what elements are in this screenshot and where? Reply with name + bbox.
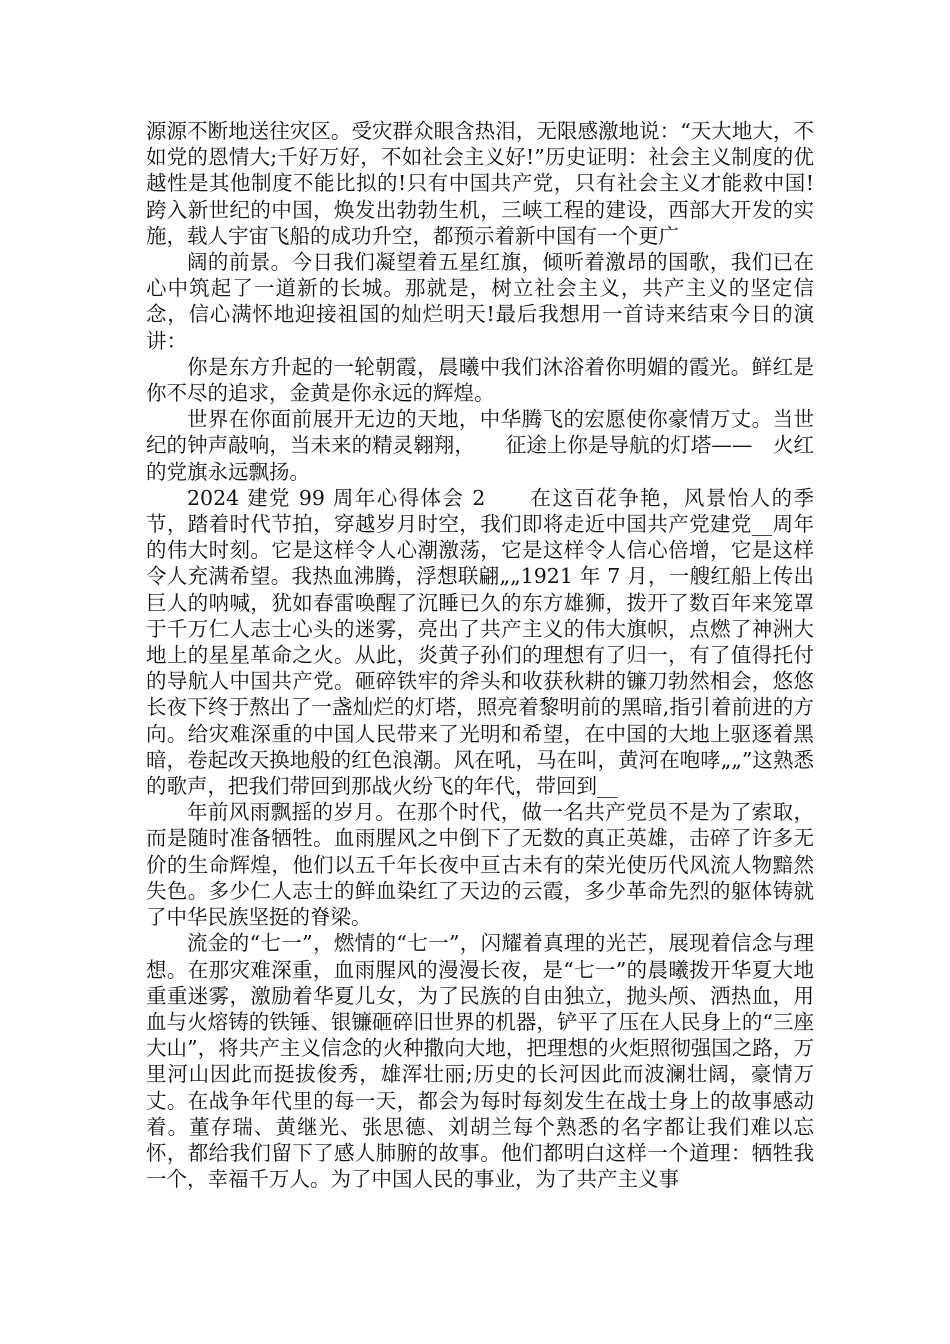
paragraph-1: 源源不断地送往灾区。受灾群众眼含热泪，无限感激地说：“天大地大，不如党的恩情大;千好万好，不如社会主义好!”历史证明：社会主义制度的优越性是其他制度不能比拟的!只有中国共产党，只有社会主义才能救中国! 跨入新世纪的中国，焕发出勃勃生机，三峡工程的建设，西部大开发的实施，载人宇宙飞船的成功升空，都预示着新中国有一个更广 bbox=[146, 119, 855, 248]
paragraph-4: 世界在你面前展开无边的天地，中华腾飞的宏愿使你豪情万丈。当世纪的钟声敲响，当未来的精灵翱翔， 征途上你是导航的灯塔—— 火红的党旗永远飘扬。 bbox=[146, 407, 814, 484]
paragraph-5: 2024 建党 99 周年心得体会 2 在这百花争艳，风景怡人的季节，踏着时代节拍，穿越岁月时空，我们即将走近中国共产党建党__周年的伟大时刻。它是这样令人心潮激荡，它是这样令人信心倍增，它是这样令人充满希望。我热血沸腾，浮想联翩„„1921 年 7 月，一艘红船上传出巨人的呐喊，犹如春雷唤醒了沉睡已久的东方雄狮，拨开了数百年来笼罩于千万仁人志士心头的迷雾，亮出了共产主义的伟大旗帜，点燃了神洲大地上的星星革命之火。从此，炎黄子孙们的理想有了归一，有了值得托付的导航人中国共产党。砸碎铁牢的斧头和收获秋耕的镰刀勃然相会，悠悠长夜下终于熬出了一盏灿烂的灯塔，照亮着黎明前的黑暗,指引着前进的方向。给灾难深重的中国人民带来了光明和希望，在中国的大地上驱逐着黑暗，卷起改天换地般的红色浪潮。风在吼，马在叫，黄河在咆哮„„”这熟悉的歌声，把我们带回到那战火纷飞的年代，带回到__ bbox=[146, 485, 814, 799]
document-page bbox=[146, 118, 855, 1192]
paragraph-2: 阔的前景。今日我们凝望着五星红旗，倾听着激昂的国歌，我们已在心中筑起了一道新的长城。那就是，树立社会主义，共产主义的坚定信念，信心满怀地迎接祖国的灿烂明天!最后我想用一首诗来结束今日的演讲： bbox=[146, 250, 814, 353]
paragraph-7: 流金的“七一”，燃情的“七一”，闪耀着真理的光芒，展现着信念与理想。在那灾难深重，血雨腥风的漫漫长夜，是“七一”的晨曦拨开华夏大地重重迷雾，激励着华夏儿女，为了民族的自由独立，抛头颅、洒热血，用血与火熔铸的铁锤、银镰砸碎旧世界的机器，铲平了压在人民身上的“三座大山”，将共产主义信念的火种撒向大地，把理想的火炬照彻强国之路，万里河山因此而挺拔俊秀，雄浑壮丽;历史的长河因此而波澜壮阔，豪情万丈。在战争年代里的每一天，都会为每时每刻发生在战士身上的故事感动着。董存瑞、黄继光、张思德、刘胡兰每个熟悉的名字都让我们难以忘怀，都给我们留下了感人肺腑的故事。他们都明白这样一个道理：牺牲我一个，幸福千万人。为了中国人民的事业，为了共产主义事 bbox=[146, 931, 814, 1192]
paragraph-6: 年前风雨飘摇的岁月。在那个时代，做一名共产党员不是为了索取，而是随时准备牺牲。血雨腥风之中倒下了无数的真正英雄，击碎了许多无价的生命辉煌，他们以五千年长夜中亘古未有的荣光使历代风流人物黯然失色。多少仁人志士的鲜血染红了天边的云霞，多少革命先烈的躯体铸就了中华民族坚挺的脊梁。 bbox=[146, 800, 814, 930]
paragraph-3: 你是东方升起的一轮朝霞，晨曦中我们沐浴着你明媚的霞光。鲜红是你不尽的追求，金黄是你永远的辉煌。 bbox=[146, 354, 814, 406]
